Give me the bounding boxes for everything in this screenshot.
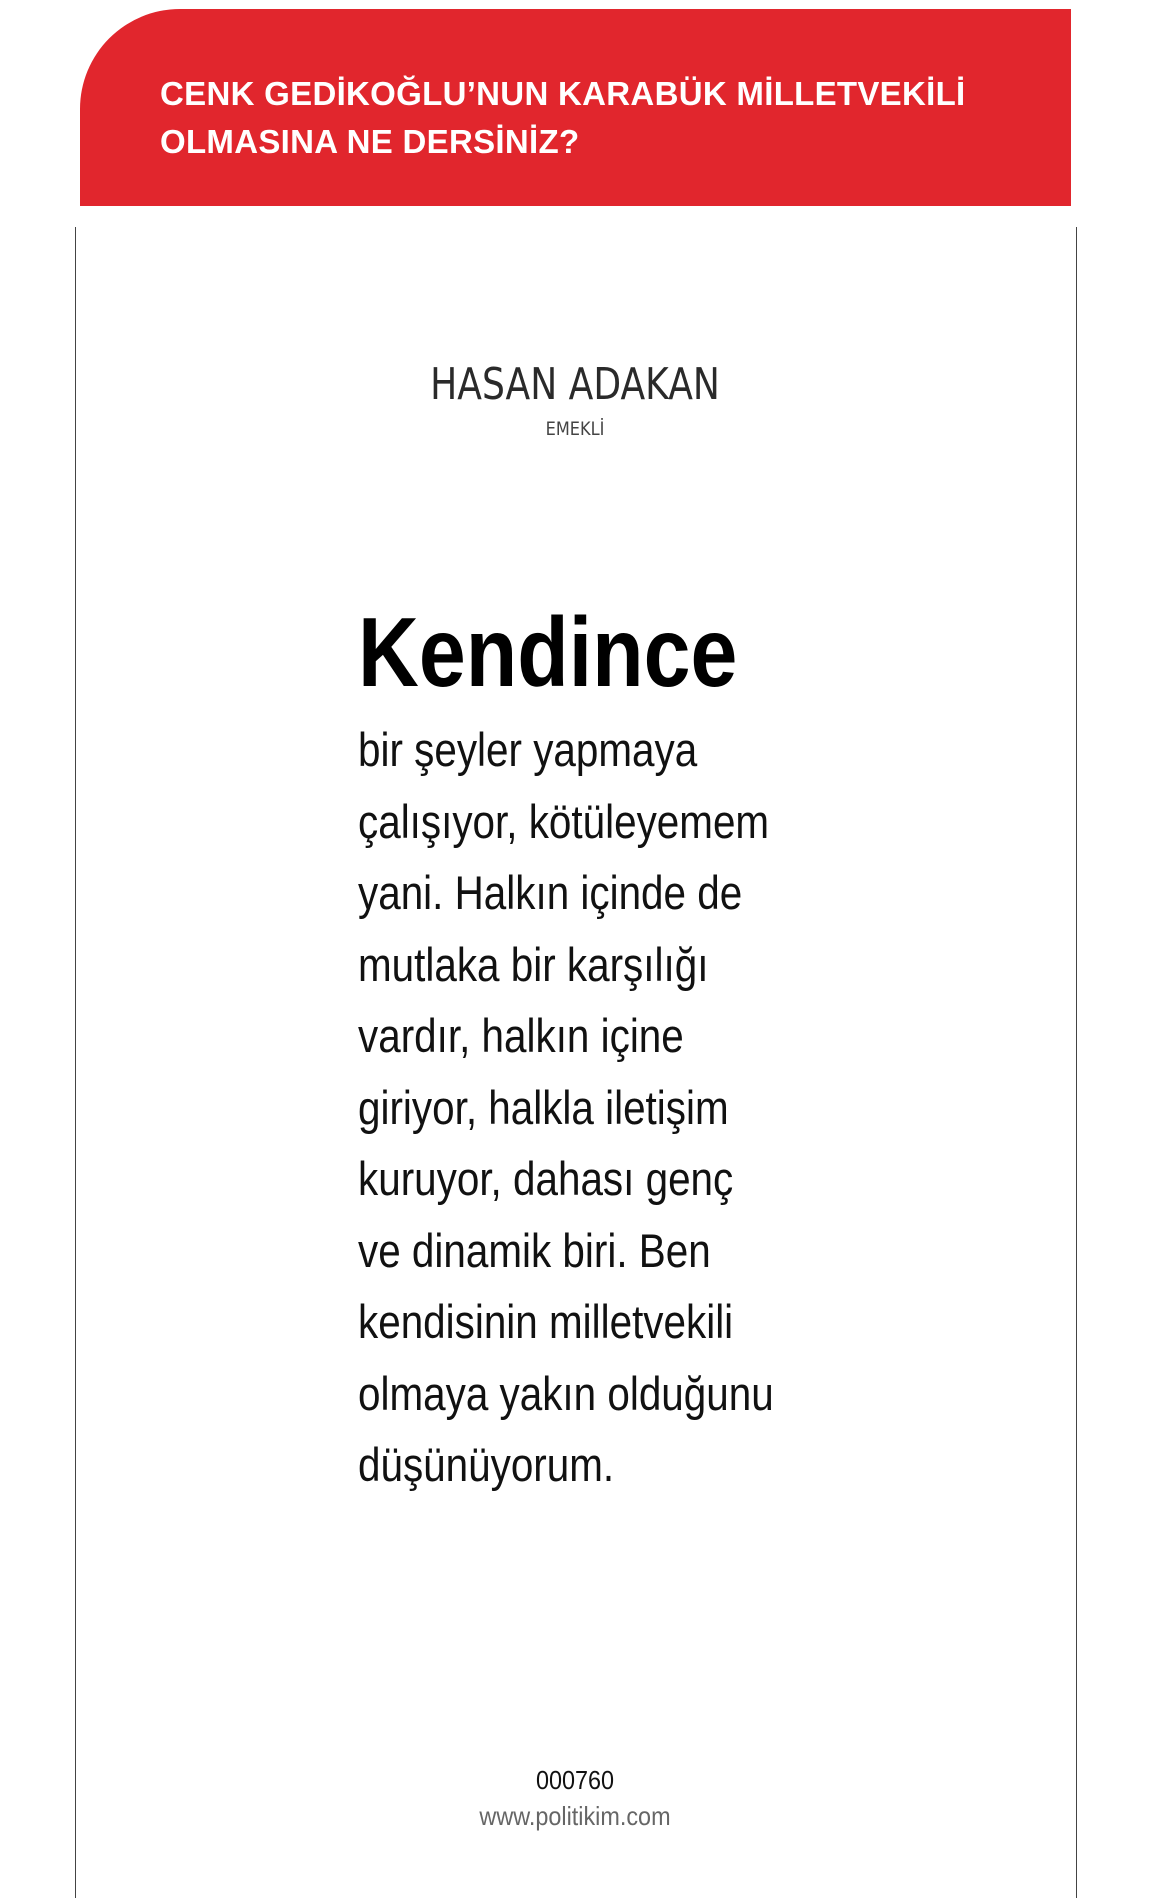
header-banner (80, 9, 1071, 206)
footer-code: 000760 (535, 1765, 615, 1795)
right-border-line (1076, 227, 1077, 1898)
quote-lead-word: Kendince (358, 597, 738, 707)
quote-body: bir şeyler yapmaya çalışıyor, kötüleyemem yani. Halkın içinde de mutlaka bir karşılığı vardır, halkın içine giriyor, halkla iletişim kuruyor, dahası genç ve dinamik biri. Ben kendisinin milletvekili olmaya yakın olduğunu düşünüyorum. (358, 723, 774, 1491)
author-name: HASAN ADAKAN (430, 359, 720, 410)
author-occupation: EMEKLİ (545, 418, 605, 440)
survey-question: CENK GEDİKOĞLU’NUN KARABÜK MİLLETVEKİLİ OLMASINA NE DERSİNİZ? (160, 75, 966, 160)
footer-website: www.politikim.com (479, 1801, 671, 1831)
left-border-line (75, 227, 76, 1898)
